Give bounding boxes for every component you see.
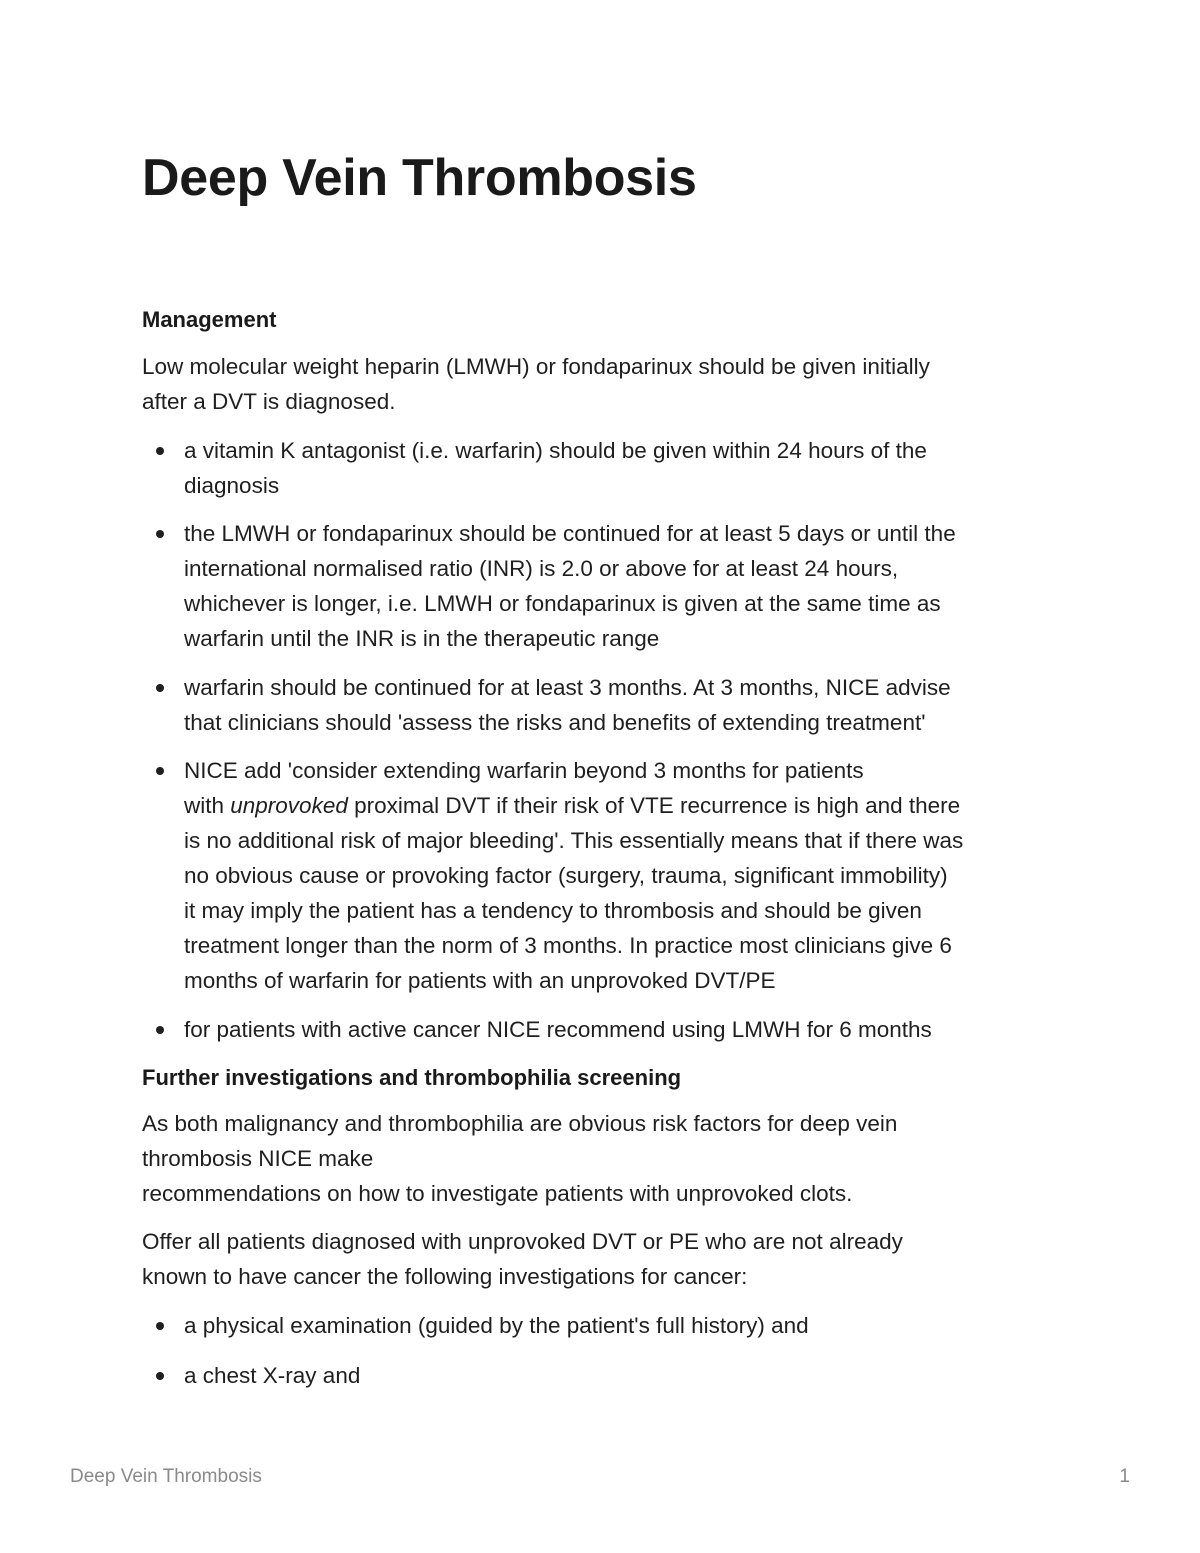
management-intro [142,349,1062,419]
further-investigations-heading: Further investigations and thrombophilia screening [142,1065,682,1090]
cancer-investigations-list [142,1308,1062,1393]
bullet-icon [156,767,164,775]
list-item: the LMWH or fondaparinux should be continued for at least 5 days or until the international normalised ratio (INR) is 2.0 or above for at least 24 hours, whichever is longer, i.e. LMWH or fondaparinux is given at the same time as warfarin until the INR is in the therapeutic range [142,516,1062,656]
list-item: for patients with active cancer NICE recommend using LMWH for 6 months [142,1012,1062,1047]
bullet-icon [156,1026,164,1034]
footer-document-title: Deep Vein Thrombosis [70,1466,262,1487]
document-content [142,145,1062,1393]
list-item: a physical examination (guided by the patient's full history) and [142,1308,1062,1343]
further-paragraph-2: Offer all patients diagnosed with unprovoked DVT or PE who are not already known to have cancer the following investigations for cancer: [142,1229,903,1289]
document-title: Deep Vein Thrombosis [142,149,697,207]
bullet-icon [156,1372,164,1380]
list-item: a vitamin K antagonist (i.e. warfarin) should be given within 24 hours of the diagnosis [142,433,1062,503]
management-list [142,433,1062,1047]
management-intro-line-1: Low molecular weight heparin (LMWH) or fondaparinux should be given initially [142,354,930,379]
bullet-icon [156,1322,164,1330]
bullet-icon [156,447,164,455]
further-paragraph-1: As both malignancy and thrombophilia are obvious risk factors for deep vein thrombosis NICE make recommendations on how to investigate patients with unprovoked clots. [142,1111,898,1206]
list-item: a chest X-ray and [142,1358,1062,1393]
footer-page-number: 1 [1119,1466,1130,1487]
emphasis-unprovoked: unprovoked [230,793,348,818]
management-heading: Management [142,307,277,332]
list-item: NICE add 'consider extending warfarin beyond 3 months for patients with unprovoked proximal DVT if their risk of VTE recurrence is high and there is no additional risk of major bleeding'. This essentially means that if there was no obvious cause or provoking factor (surgery, trauma, significant immobility) it may imply the patient has a tendency to thrombosis and should be given treatment longer than the norm of 3 months. In practice most clinicians give 6 months of warfarin for patients with an unprovoked DVT/PE [142,753,1062,998]
bullet-icon [156,684,164,692]
management-intro-line-2: after a DVT is diagnosed. [142,389,396,414]
list-item: warfarin should be continued for at least 3 months. At 3 months, NICE advise that clinicians should 'assess the risks and benefits of extending treatment' [142,670,1062,740]
bullet-icon [156,530,164,538]
